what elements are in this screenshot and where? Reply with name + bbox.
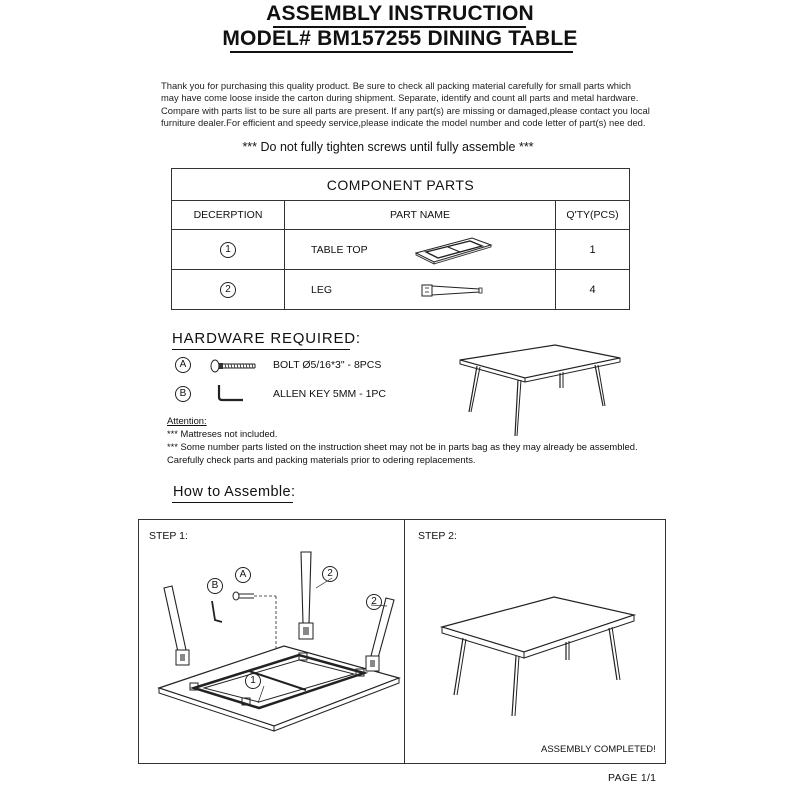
assembly-completed-label: ASSEMBLY COMPLETED! [541,744,656,755]
col-header-description: DECERPTION [172,201,285,230]
callout-2-right: 2 [366,594,382,610]
callout-1: 1 [245,673,261,689]
model-title: MODEL# BM157255 DINING TABLE [222,27,578,50]
intro-paragraph: Thank you for purchasing this quality product. Be sure to check all packing material carefully for small parts which may have come loose inside the carton during shipment. Separate, identify and count all parts and metal hardware. Compare with parts list to be sure all parts are present. If any part(s) are missing or damaged,please contact you local furniture dealer.For efficient and speedy service,please indicate the model number and code letter of part(s) nee ded. [161,80,650,129]
part-number-badge: 2 [220,282,236,298]
component-parts-title: COMPONENT PARTS [172,169,630,201]
model-underline [230,51,573,53]
step-2-illustration [439,590,639,720]
callout-a: A [235,567,251,583]
allen-key-icon [216,383,246,405]
part-qty: 4 [556,270,630,310]
tighten-warning: *** Do not fully tighten screws until fully assemble *** [242,140,534,154]
page-number: PAGE 1/1 [608,772,657,784]
table-row [172,230,630,270]
col-header-qty: Q'TY(PCS) [556,201,630,230]
hardware-b-badge: B [175,386,191,402]
callout-b: B [207,578,223,594]
table-row [172,270,630,310]
step-1-illustration [154,538,402,738]
hardware-underline [172,349,350,350]
bolt-label: BOLT Ø5/16*3" - 8PCS [273,359,382,371]
how-to-underline [172,502,293,503]
hardware-title: HARDWARE REQUIRED: [172,330,361,347]
document-title: ASSEMBLY INSTRUCTION [266,2,534,25]
part-name: LEG [311,284,333,296]
step-divider [404,520,405,763]
allen-key-label: ALLEN KEY 5MM - 1PC [273,388,387,400]
component-parts-table [171,168,630,310]
part-qty: 1 [556,230,630,270]
leg-icon [421,282,485,300]
part-name: TABLE TOP [311,244,368,256]
how-to-title: How to Assemble: [173,484,296,500]
table-top-icon [412,235,494,265]
attention-line: *** Mattreses not included. [167,428,278,439]
col-header-part-name: PART NAME [285,201,556,230]
callout-2-middle: 2 [322,566,338,582]
attention-line: Carefully check parts and packing materials prior to odering replacements. [167,454,476,465]
bolt-icon [209,358,259,374]
hardware-a-badge: A [175,357,191,373]
steps-panel [138,519,666,764]
step-1-label: STEP 1: [149,530,188,542]
attention-block [167,414,647,466]
part-number-badge: 1 [220,242,236,258]
attention-heading: Attention: [167,415,207,426]
step-2-label: STEP 2: [418,530,457,542]
attention-line: *** Some number parts listed on the instruction sheet may not be in parts bag as they may already be assembled. [167,441,638,452]
